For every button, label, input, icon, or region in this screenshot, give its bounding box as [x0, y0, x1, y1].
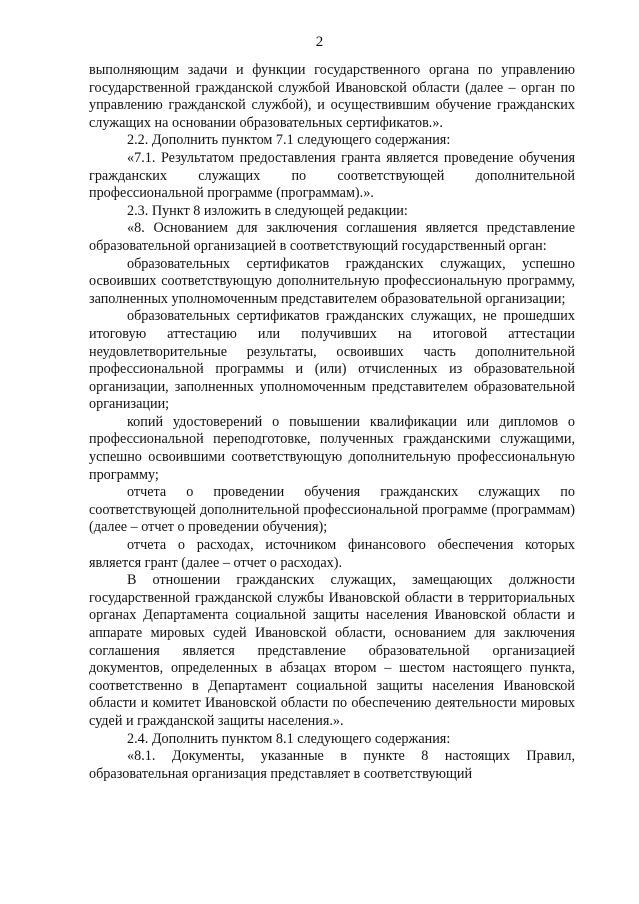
- paragraph-continuation: выполняющим задачи и функции государственного органа по управлению государственной гражданской службой Ивановской области (далее – орган по управлению гражданской службой), и осуществившим обучение гражданских служащих на основании образовательных сертификатов.».: [89, 62, 575, 131]
- paragraph-8: «8. Основанием для заключения соглашения является представление образовательной организацией в соответствующий государственный орган:: [89, 220, 575, 254]
- paragraph-certificates-success: образовательных сертификатов гражданских служащих, успешно освоивших соответствующую дополнительную профессиональную программу, заполненных уполномоченным представителем образовательной организации;: [89, 255, 575, 307]
- page-number: 2: [315, 34, 324, 50]
- paragraph-7-1: «7.1. Результатом предоставления гранта является проведение обучения гражданских служащих по соответствующей дополнительной профессиональной программе (программам).».: [89, 149, 575, 202]
- document-body: [89, 62, 575, 783]
- paragraph-expense-report: отчета о расходах, источником финансового обеспечения которых является грант (далее – отчет о расходах).: [89, 537, 575, 571]
- paragraph-2-2: 2.2. Дополнить пунктом 7.1 следующего содержания:: [127, 132, 451, 149]
- paragraph-8-1: «8.1. Документы, указанные в пункте 8 настоящих Правил, образовательная организация представляет в соответствующий: [89, 748, 575, 782]
- paragraph-copies: копий удостоверений о повышении квалификации или дипломов о профессиональной переподготовке, полученных гражданскими служащими, успешно освоившими соответствующую дополнительную профессиональную программу;: [89, 413, 575, 483]
- paragraph-certificates-failed: образовательных сертификатов гражданских служащих, не прошедших итоговую аттестацию или получивших на итоговой аттестации неудовлетворительные результаты, освоивших часть дополнительной профессиональной программы и (или) отчисленных из образовательной организации, заполненных уполномоченным представителем образовательной организации;: [89, 308, 575, 413]
- paragraph-training-report: отчета о проведении обучения гражданских служащих по соответствующей дополнительной профессиональной программе (программам) (далее – отчет о проведении обучения);: [89, 484, 575, 536]
- paragraph-2-3: 2.3. Пункт 8 изложить в следующей редакции:: [127, 202, 408, 219]
- paragraph-territorial-bodies: В отношении гражданских служащих, замещающих должности государственной гражданской службы Ивановской области в территориальных органах Департамента социальной защиты населения Ивановской области и аппарате мировых судей Ивановской области, основанием для заключения соглашения является представление образовательной организацией документов, определенных в абзацах втором – шестом настоящего пункта, соответственно в Департамент социальной защиты населения Ивановской области и комитет Ивановской области по обеспечению деятельности мировых судей и гражданской защиты населения.».: [89, 572, 575, 729]
- paragraph-2-4: 2.4. Дополнить пунктом 8.1 следующего содержания:: [127, 730, 451, 747]
